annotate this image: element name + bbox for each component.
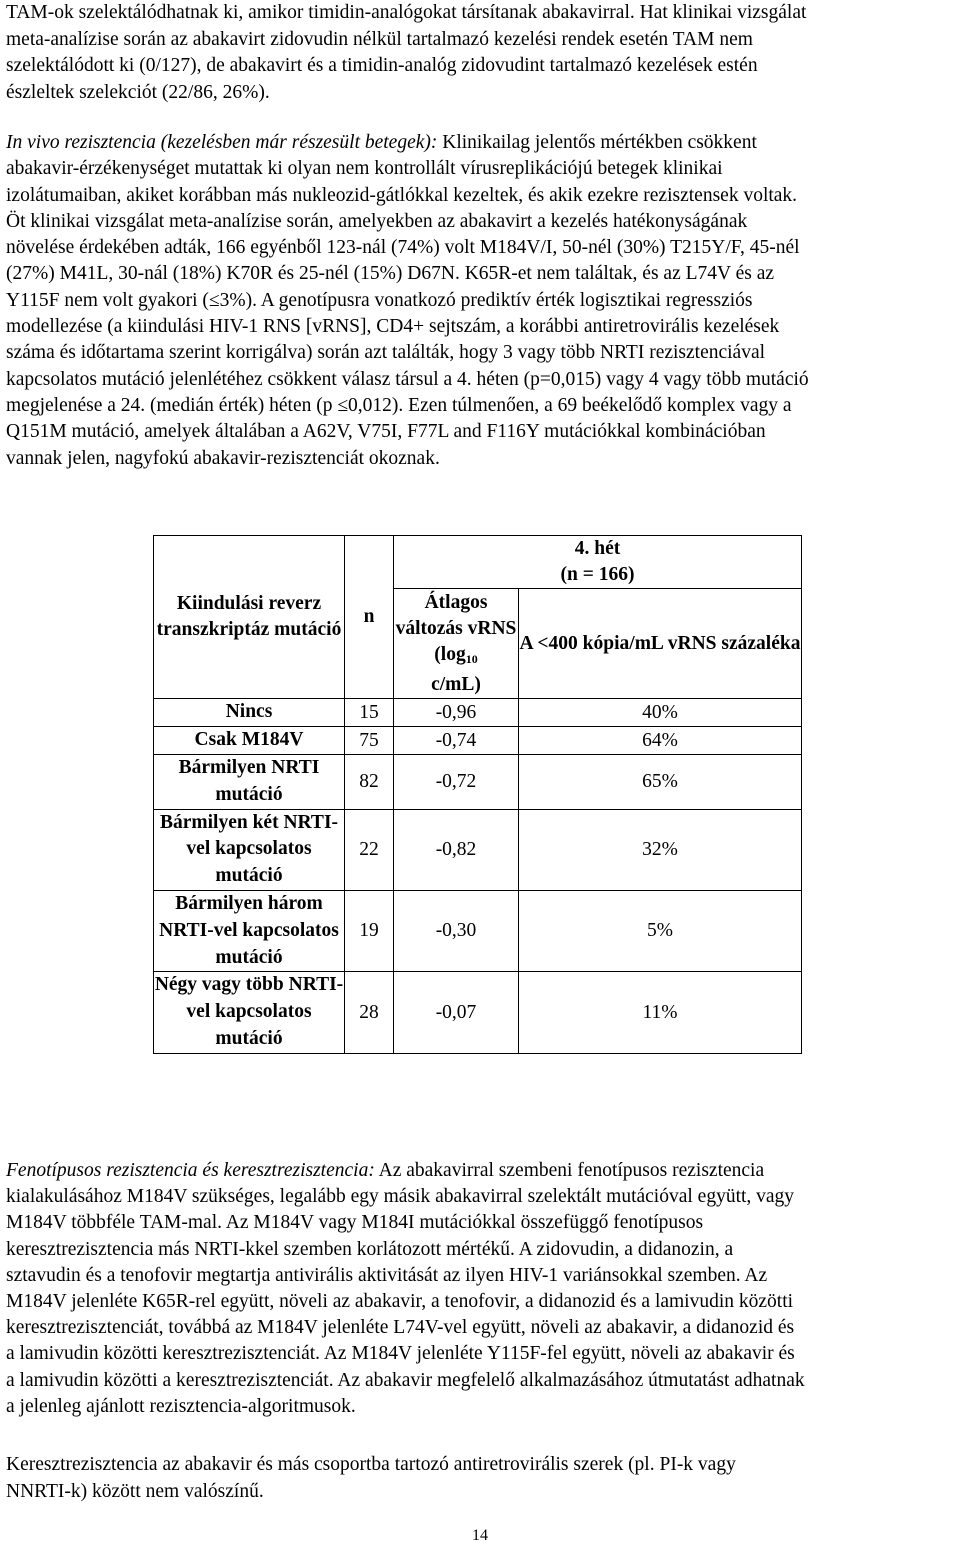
row-percent: 5% xyxy=(519,890,802,971)
row-label: Négy vagy több NRTI-vel kapcsolatos mutáció xyxy=(154,972,345,1053)
text-line: abakavir-érzékenységet mutattak ki olyan nem kontrollált vírusreplikációjú betegek klinikai xyxy=(6,158,723,180)
paragraph-cross-resistance xyxy=(6,1452,958,1505)
text-line: Öt klinikai vizsgálat meta-analízise során, amelyekben az abakavirt a kezelés hatékonyságának xyxy=(6,210,748,232)
header-log-subscript: 10 xyxy=(465,651,478,666)
table-row xyxy=(154,699,802,727)
table-row xyxy=(154,972,802,1053)
paragraph-tam-selection xyxy=(6,0,958,106)
row-label: Nincs xyxy=(154,699,345,727)
header-mean-change-unit: c/mL) xyxy=(431,673,481,695)
header-baseline-mutation: Kiindulási reverz transzkriptáz mutáció xyxy=(154,536,345,699)
text-line: száma és időtartama szerint korrigálva) során azt találták, hogy 3 vagy több NRTI rezisztenciával xyxy=(6,342,766,364)
row-n: 19 xyxy=(345,890,394,971)
row-n: 15 xyxy=(345,699,394,727)
row-label: Csak M184V xyxy=(154,727,345,755)
row-change: -0,74 xyxy=(394,727,519,755)
header-week-n: (n = 166) xyxy=(560,564,635,585)
header-week-label: 4. hét xyxy=(574,538,621,559)
text-line: Q151M mutáció, amelyek általában a A62V, V75I, F77L and F116Y mutációkkal kombinációban xyxy=(6,421,766,443)
row-change: -0,72 xyxy=(394,755,519,810)
text-line: izolátumaiban, akiket korábban más nukleozid-gátlókkal kezeltek, és akik ezekre rezisztensek voltak. xyxy=(6,184,798,206)
text-line: keresztrezisztencia más NRTI-kkel szemben korlátozott mértékű. A zidovudin, a didanozin, a xyxy=(6,1238,734,1260)
text-line: vannak jelen, nagyfokú abakavir-rezisztenciát okoznak. xyxy=(6,447,440,469)
text-line: M184V többféle TAM-mal. Az M184V vagy M184I mutációkkal összefüggő fenotípusos xyxy=(6,1212,704,1234)
header-week-4 xyxy=(394,536,802,589)
text-line: Keresztrezisztencia az abakavir és más csoportba tartozó antiretrovirális szerek (pl. PI-k vagy xyxy=(6,1454,736,1475)
row-n: 28 xyxy=(345,972,394,1053)
text-line: kialakulásához M184V szükséges, legalább egy másik abakavirral szelektált mutációval együtt, vagy xyxy=(6,1186,795,1208)
header-percent-below-400: A <400 kópia/mL vRNS százaléka xyxy=(519,589,802,699)
row-change: -0,82 xyxy=(394,809,519,890)
header-mean-change xyxy=(394,589,519,699)
text-line: M184V jelenléte K65R-rel együtt, növeli az abakavir, a tenofovir, a didanozid és a lamivudin közötti xyxy=(6,1291,794,1313)
resistance-mutation-table xyxy=(153,535,802,1054)
text-line: kapcsolatos mutáció jelenlétéhez csökkent válasz társul a 4. héten (p=0,015) vagy 4 vagy több mutáció xyxy=(6,368,809,390)
text-line: szelektálódott ki (0/127), de abakavirt és a timidin-analóg zidovudint tartalmazó kezelések estén xyxy=(6,55,758,77)
text-line: észleltek szelekciót (22/86, 26%). xyxy=(6,81,270,103)
text-line: a lamivudin közötti keresztrezisztenciát. Az M184V jelenléte Y115F-fel együtt, növeli az abakavir és xyxy=(6,1343,795,1365)
paragraph-phenotypic-resistance xyxy=(6,1158,958,1420)
paragraph-in-vivo-resistance xyxy=(6,130,958,472)
row-label: Bármilyen három NRTI-vel kapcsolatos mutáció xyxy=(154,890,345,971)
row-label: Bármilyen NRTI mutáció xyxy=(154,755,345,810)
text-fragment: Klinikailag jelentős mértékben csökkent xyxy=(437,132,757,153)
text-line: keresztrezisztenciát, továbbá az M184V jelenléte L74V-vel együtt, növeli az abakavir, a didanozid és xyxy=(6,1317,795,1339)
row-n: 82 xyxy=(345,755,394,810)
text-line: növelése érdekében adták, 166 egyénből 123-nál (74%) volt M184V/I, 50-nél (30%) T215Y/F, 45-nél xyxy=(6,237,800,259)
text-line: a lamivudin közötti a keresztrezisztenciát. Az abakavir megfelelő alkalmazásához útmutatást adhatnak xyxy=(6,1369,805,1391)
section-lead-in-vivo: In vivo rezisztencia (kezelésben már részesült betegek): xyxy=(6,132,438,153)
table-row xyxy=(154,890,802,971)
text-line xyxy=(6,1158,958,1184)
section-lead-phenotypic: Fenotípusos rezisztencia és keresztrezisztencia: xyxy=(6,1160,375,1181)
row-percent: 11% xyxy=(519,972,802,1053)
text-line: megjelenése a 24. (medián érték) héten (p ≤0,012). Ezen túlmenően, a 69 beékelődő komplex vagy a xyxy=(6,394,792,416)
row-change: -0,30 xyxy=(394,890,519,971)
table-row xyxy=(154,755,802,810)
header-n: n xyxy=(345,536,394,699)
table-header-row xyxy=(154,536,802,589)
row-label: Bármilyen két NRTI-vel kapcsolatos mutáció xyxy=(154,809,345,890)
text-line: TAM-ok szelektálódhatnak ki, amikor timidin-analógokat társítanak abakavirral. Hat klinikai vizsgálat xyxy=(6,2,807,23)
text-line: modellezése (a kiindulási HIV-1 RNS [vRNS], CD4+ sejtszám, a korábbi antiretrovirális kezelések xyxy=(6,316,780,338)
table-row xyxy=(154,727,802,755)
row-percent: 65% xyxy=(519,755,802,810)
row-percent: 40% xyxy=(519,699,802,727)
row-n: 22 xyxy=(345,809,394,890)
text-line: Y115F nem volt gyakori (≤3%). A genotípusra vonatkozó prediktív érték logisztikai regressziós xyxy=(6,289,753,311)
row-change: -0,07 xyxy=(394,972,519,1053)
text-line: meta-analízise során az abakavirt zidovudin nélkül tartalmazó kezelési rendek esetén TAM nem xyxy=(6,28,753,50)
text-fragment: Az abakavirral szembeni fenotípusos rezisztencia xyxy=(374,1160,765,1181)
text-line: NNRTI-k) között nem valószínű. xyxy=(6,1480,264,1502)
text-line xyxy=(6,130,958,156)
text-line: (27%) M41L, 30-nál (18%) K70R és 25-nél (15%) D67N. K65R-et nem találtak, és az L74V és az xyxy=(6,263,775,285)
row-percent: 64% xyxy=(519,727,802,755)
row-change: -0,96 xyxy=(394,699,519,727)
header-mean-change-text: Átlagos változás vRNS (log xyxy=(395,591,517,665)
text-line: sztavudin és a tenofovir megtartja antivirális aktivitását az ilyen HIV-1 variánsokkal szemben. Az xyxy=(6,1264,768,1286)
page-number: 14 xyxy=(472,1527,488,1544)
text-line: a jelenleg ajánlott rezisztencia-algoritmusok. xyxy=(6,1395,356,1417)
row-percent: 32% xyxy=(519,809,802,890)
table-row xyxy=(154,809,802,890)
row-n: 75 xyxy=(345,727,394,755)
